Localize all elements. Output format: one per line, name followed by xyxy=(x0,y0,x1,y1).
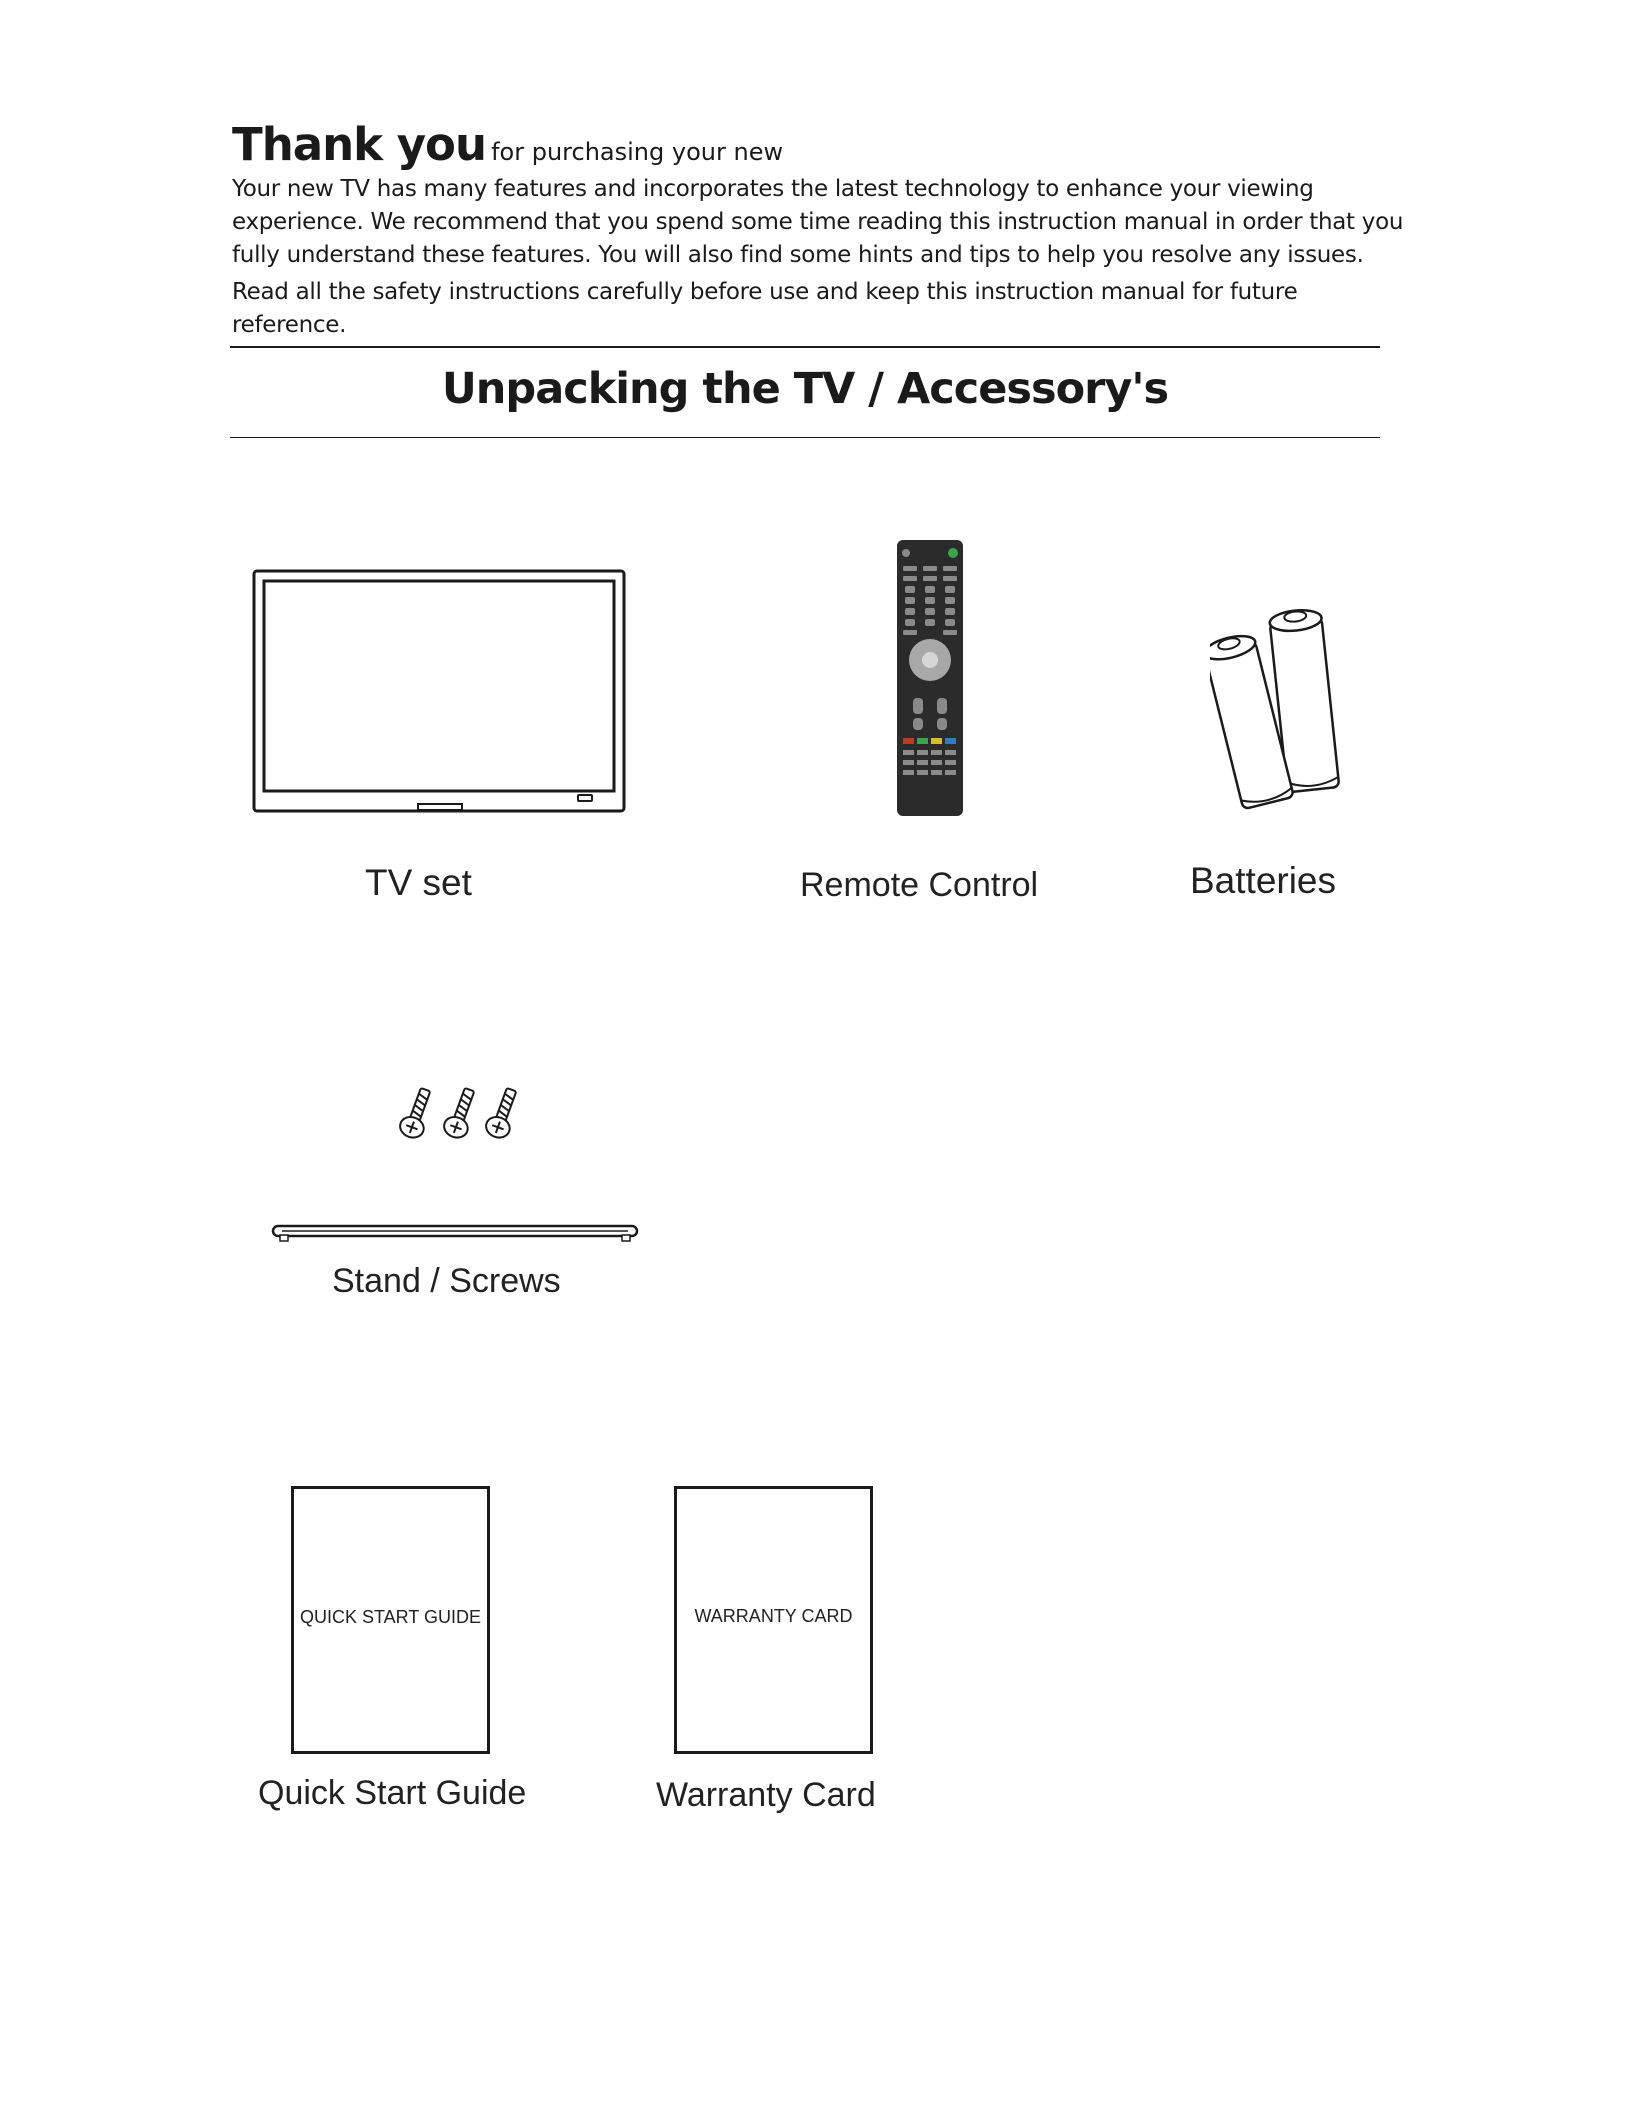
section-top-rule xyxy=(230,346,1380,348)
section-title: Unpacking the TV / Accessory's xyxy=(441,364,1169,414)
batteries-label: Batteries xyxy=(1190,860,1337,901)
intro-line: experience. We recommend that you spend some time reading this instruction manual in order that you xyxy=(232,209,1404,235)
intro-paragraph-2: Read all the safety instructions carefully before use and keep this instruction manual for future reference. xyxy=(232,279,1298,338)
warranty-card-cover-text: WARRANTY CARD xyxy=(694,1606,853,1626)
warranty-card-label: Warranty Card xyxy=(656,1776,876,1814)
quick-start-guide-label: Quick Start Guide xyxy=(258,1774,527,1812)
intro-heading xyxy=(232,118,1412,171)
screws-icon xyxy=(398,1086,524,1142)
intro-paragraph-1 xyxy=(232,173,1412,272)
intro-line: Your new TV has many features and incorporates the latest technology to enhance your viewing xyxy=(232,176,1314,202)
tv-set-icon xyxy=(250,568,630,818)
stand-screws-label: Stand / Screws xyxy=(332,1262,561,1300)
thank-you-rest: for purchasing your new xyxy=(491,138,784,166)
warranty-card-card xyxy=(674,1486,873,1754)
section-bottom-rule xyxy=(230,437,1380,438)
batteries-icon xyxy=(1210,600,1340,810)
stand-icon xyxy=(270,1222,640,1244)
intro-section xyxy=(232,118,1412,342)
quick-start-guide-card xyxy=(291,1486,490,1754)
remote-control-icon xyxy=(895,538,965,818)
intro-line: fully understand these features. You will also find some hints and tips to help you resolve any issues. xyxy=(232,242,1364,268)
thank-you-heading: Thank you xyxy=(232,118,487,171)
quick-start-guide-cover-text: QUICK START GUIDE xyxy=(299,1607,482,1627)
tv-set-label: TV set xyxy=(365,862,472,903)
remote-control-label: Remote Control xyxy=(800,866,1039,904)
